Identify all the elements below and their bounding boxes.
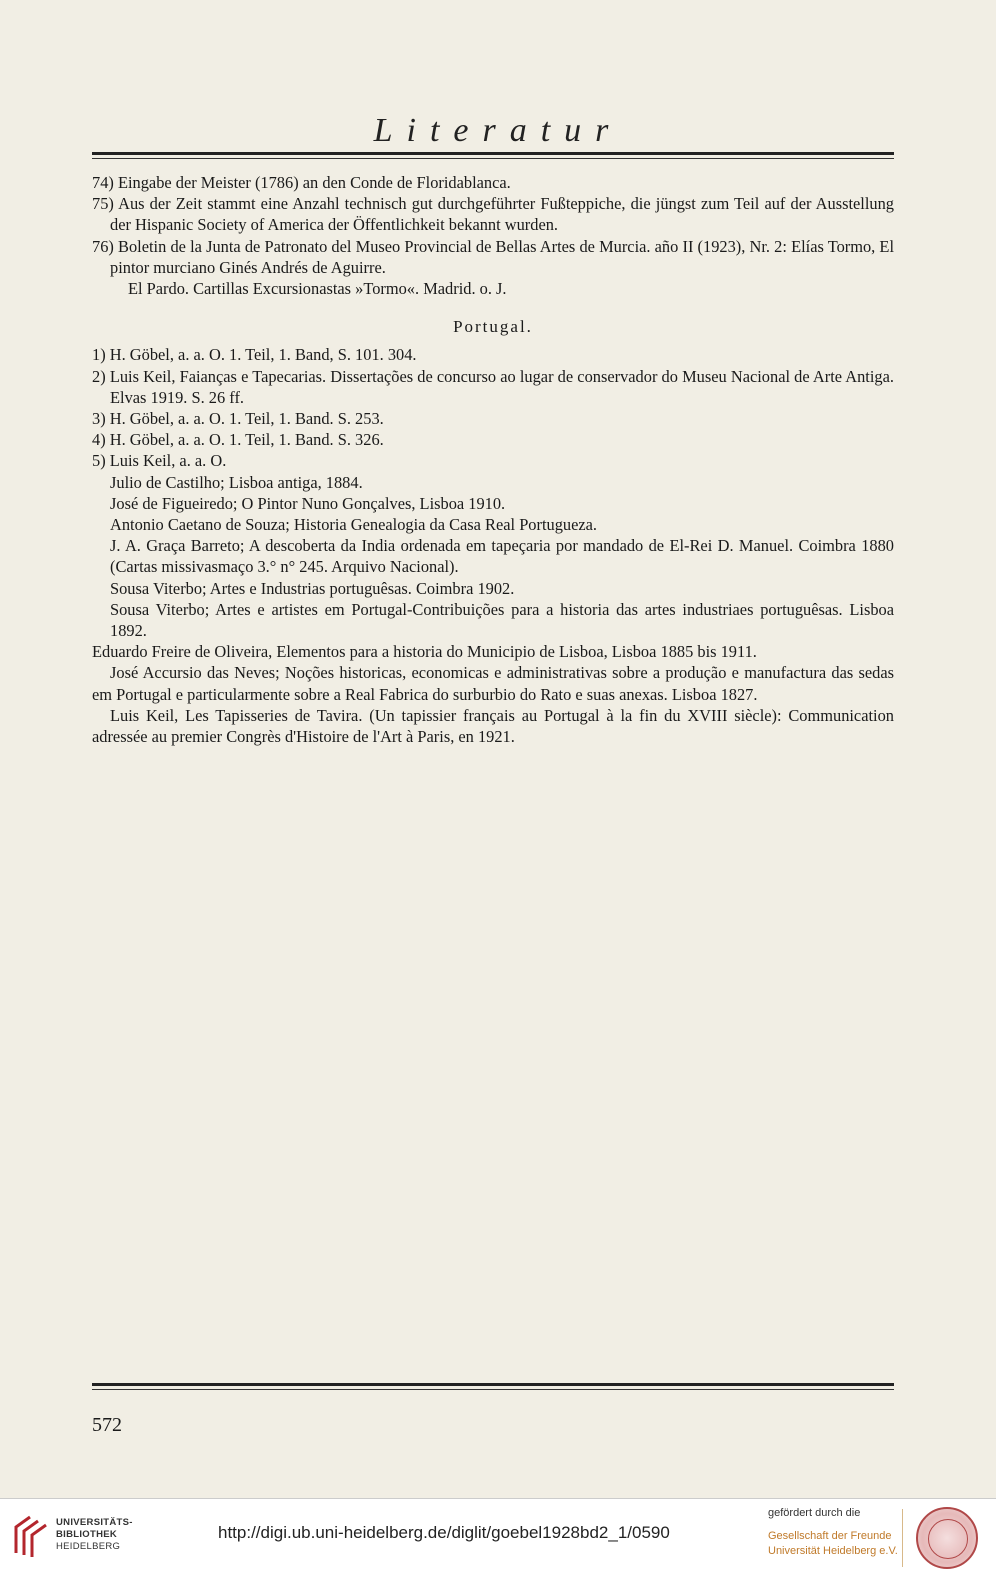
library-name: UNIVERSITÄTS- BIBLIOTHEK HEIDELBERG [56,1517,133,1552]
sponsor-name: Gesellschaft der Freunde Universität Heidelberg e.V. [768,1530,898,1557]
university-seal-icon [916,1507,978,1569]
footnote-75: 75) Aus der Zeit stammt eine Anzahl technisch gut durchgeführter Fußteppiche, die jüngst zum Teil auf der Ausstellung der Hispanic Society of America der Öffentlichkeit bekannt wurden. [92,194,894,235]
running-title: Literatur [373,112,623,149]
footnote-74: 74) Eingabe der Meister (1786) an den Conde de Floridablanca. [92,173,511,192]
literature-entry: Sousa Viterbo; Artes e Industrias portuguêsas. Coimbra 1902. [110,578,515,598]
portugal-note-5: 5) Luis Keil, a. a. O. [92,451,227,471]
literature-entry: Luis Keil, Les Tapisseries de Tavira. (Un tapissier français au Portugal à la fin du XVIII siècle): Communication adressée au premier Congrès d'Histoire de l'Art à Paris, en 1921. [92,705,894,747]
literature-entry: Julio de Castilho; Lisboa antiga, 1884. [110,472,363,492]
portugal-note-2: 2) Luis Keil, Faianças e Tapecarias. Dissertações de concurso ao lugar de conservador do Museu Nacional de Arte Antiga. Elvas 1919. S. 26 ff. [92,366,894,407]
page-content [92,172,894,747]
portugal-note-4: 4) H. Göbel, a. a. O. 1. Teil, 1. Band. S. 326. [92,430,384,450]
footer-rule [92,1383,894,1386]
literature-entry: Sousa Viterbo; Artes e artistes em Portugal-Contribuições para a historia das artes industriaes portuguêsas. Lisboa 1892. [110,599,894,641]
permalink-url[interactable]: http://digi.ub.uni-heidelberg.de/diglit/goebel1928bd2_1/0590 [218,1523,670,1542]
portugal-note-3: 3) H. Göbel, a. a. O. 1. Teil, 1. Band. S. 253. [92,409,384,429]
portugal-note-1: 1) H. Göbel, a. a. O. 1. Teil, 1. Band, S. 101. 304. [92,345,417,365]
header-rule [92,152,894,155]
header-rule-thin [92,158,894,159]
literature-entry: José de Figueiredo; O Pintor Nuno Gonçalves, Lisboa 1910. [110,493,506,513]
sponsor-label: gefördert durch die [768,1507,861,1519]
page-number: 572 [92,1414,122,1436]
literature-entry: J. A. Graça Barreto; A descoberta da India ordenada em tapeçaria por mandado de El-Rei D. Manuel. Coimbra 1880 (Cartas missivasmaço 3.° n° 245. Arquivo Nacional). [110,536,894,577]
literature-entry: Antonio Caetano de Souza; Historia Genealogia da Casa Real Portugueza. [110,515,598,535]
footnote-76-continued: El Pardo. Cartillas Excursionastas »Tormo«. Madrid. o. J. [128,279,507,299]
footer-divider [902,1509,903,1567]
footer-rule-thin [92,1389,894,1390]
section-heading: Portugal. [453,317,533,337]
literature-entry: José Accursio das Neves; Noções historicas, economicas e administrativas sobre a produção e manufactura das sedas em Portugal e particularmente sobre a Real Fabrica do surburbio do Rato e suas anexas. Lisboa 1827. [92,663,894,704]
footnote-76: 76) Boletin de la Junta de Patronato del Museo Provincial de Bellas Artes de Murcia. año II (1923), Nr. 2: Elías Tormo, El pintor murciano Ginés Andrés de Aguirre. [92,236,894,277]
literature-entry: Eduardo Freire de Oliveira, Elementos para a historia do Municipio de Lisboa, Lisboa 1885 bis 1911. [92,642,757,662]
library-logo-icon [12,1513,50,1559]
footer-bar [0,1498,996,1575]
